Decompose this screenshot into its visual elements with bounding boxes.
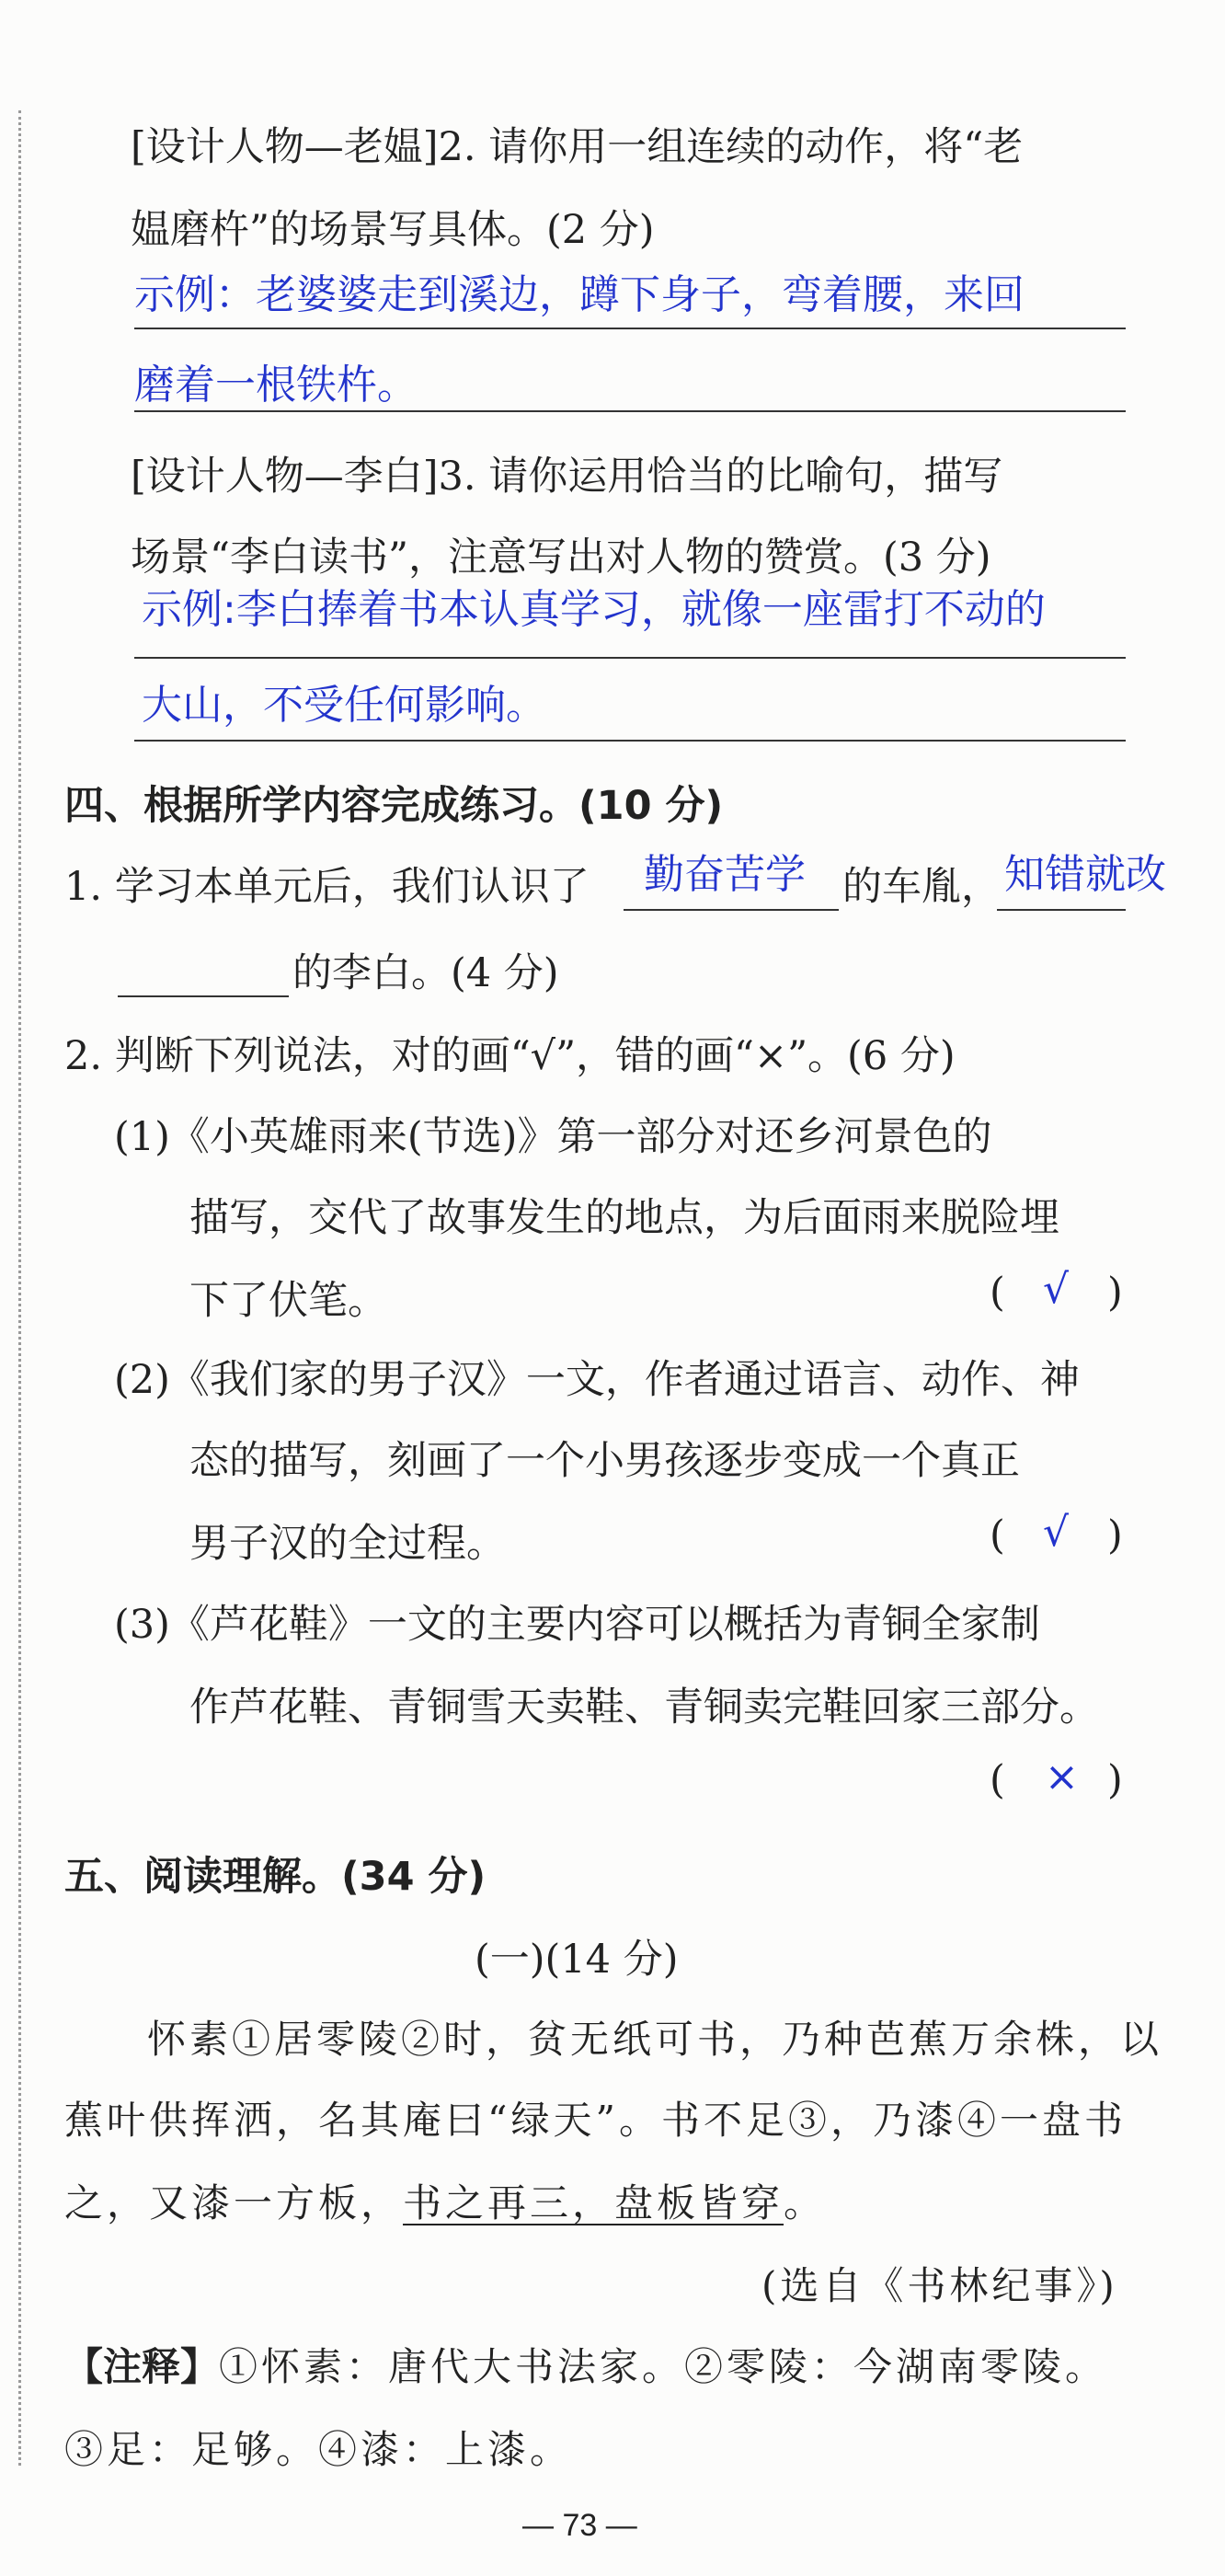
answer-rule <box>134 740 1126 742</box>
s4-q1-blank1-answer: 勤奋苦学 <box>644 851 806 898</box>
judge-item2-mark: √ <box>1043 1509 1070 1556</box>
judge-item1-line3: 下了伏笔。 <box>189 1278 387 1324</box>
section4-title: 四、根据所学内容完成练习。(10 分) <box>64 783 724 829</box>
binding-margin-line <box>18 110 21 2466</box>
answer-paren-open: ( <box>990 1757 1005 1803</box>
notes-line1 <box>64 2337 1107 2392</box>
passage-line3-start: 之，又漆一方板， <box>64 2180 404 2225</box>
s4-q1-blank2-answer: 知错就改 <box>1004 851 1166 898</box>
passage-line1: 怀素①居零陵②时，贫无纸可书，乃种芭蕉万余株，以 <box>147 2017 1163 2062</box>
underlined-sentence: 书之再三，盘板皆穿 <box>403 2180 784 2225</box>
notes-label: 【注释】 <box>64 2344 220 2389</box>
passage-line2: 蕉叶供挥洒，名其庵曰“绿天”。书不足③，乃漆④一盘书 <box>64 2098 1127 2143</box>
judge-item3-mark: × <box>1045 1754 1079 1800</box>
passage-source: (选自《书林纪事》) <box>761 2263 1118 2308</box>
passage-line3 <box>64 2173 826 2228</box>
judge-item1-line1: (1)《小英雄雨来(节选)》第一部分对还乡河景色的 <box>114 1114 992 1160</box>
judge-item1-line2: 描写，交代了故事发生的地点，为后面雨来脱险埋 <box>189 1195 1059 1241</box>
q2-answer-line1: 示例：老婆婆走到溪边，蹲下身子，弯着腰，来回 <box>134 271 1025 318</box>
s4-q1-text-part2: 的车胤， <box>842 864 1001 910</box>
judge-item2-line1: (2)《我们家的男子汉》一文，作者通过语言、动作、神 <box>114 1357 1080 1403</box>
judge-item3-line1: (3)《芦花鞋》一文的主要内容可以概括为青铜全家制 <box>114 1602 1040 1648</box>
judge-item2-line2: 态的描写，刻画了一个小男孩逐步变成一个真正 <box>189 1438 1020 1484</box>
fill-blank-line <box>624 909 839 911</box>
q2-line2: 媪磨杵”的场景写具体。(2 分) <box>131 207 655 253</box>
notes-line2: ③足：足够。④漆：上漆。 <box>64 2427 573 2472</box>
answer-rule <box>134 328 1126 329</box>
notes-text1: ①怀素：唐代大书法家。②零陵：今湖南零陵。 <box>219 2344 1108 2389</box>
answer-paren-open: ( <box>990 1270 1005 1316</box>
q3-answer-line1: 示例:李白捧着书本认真学习，就像一座雷打不动的 <box>142 586 1046 633</box>
judge-item1-mark: √ <box>1043 1266 1070 1313</box>
answer-paren-open: ( <box>990 1512 1005 1558</box>
passage-line3-end: 。 <box>784 2180 827 2225</box>
answer-paren-close: ) <box>1107 1512 1123 1558</box>
fill-blank-line <box>118 995 289 997</box>
answer-rule <box>134 657 1126 659</box>
s4-q2-title: 2. 判断下列说法，对的画“√”，错的画“×”。(6 分) <box>64 1033 956 1079</box>
answer-rule <box>134 410 1126 412</box>
q3-line2: 场景“李白读书”，注意写出对人物的赞赏。(3 分) <box>131 535 991 581</box>
q2-line1: [设计人物—老媪]2. 请你用一组连续的动作，将“老 <box>131 124 1024 170</box>
fill-blank-line <box>997 909 1126 911</box>
q3-answer-line2: 大山，不受任何影响。 <box>142 682 546 729</box>
q2-answer-line2: 磨着一根铁杵。 <box>134 362 418 408</box>
judge-item2-line3: 男子汉的全过程。 <box>189 1521 506 1567</box>
section5-title: 五、阅读理解。(34 分) <box>64 1854 487 1900</box>
answer-paren-close: ) <box>1107 1270 1123 1316</box>
s4-q1-text-part1: 1. 学习本单元后，我们认识了 <box>64 864 590 910</box>
page-number: — 73 — <box>522 2508 637 2543</box>
s4-q1-text-part3: 的李白。(4 分) <box>292 950 559 996</box>
judge-item3-line2: 作芦花鞋、青铜雪天卖鞋、青铜卖完鞋回家三部分。 <box>189 1685 1099 1731</box>
section5-subtitle: (一)(14 分) <box>475 1937 679 1983</box>
answer-paren-close: ) <box>1107 1757 1123 1803</box>
q3-line1: [设计人物—李白]3. 请你运用恰当的比喻句，描写 <box>131 454 1003 500</box>
